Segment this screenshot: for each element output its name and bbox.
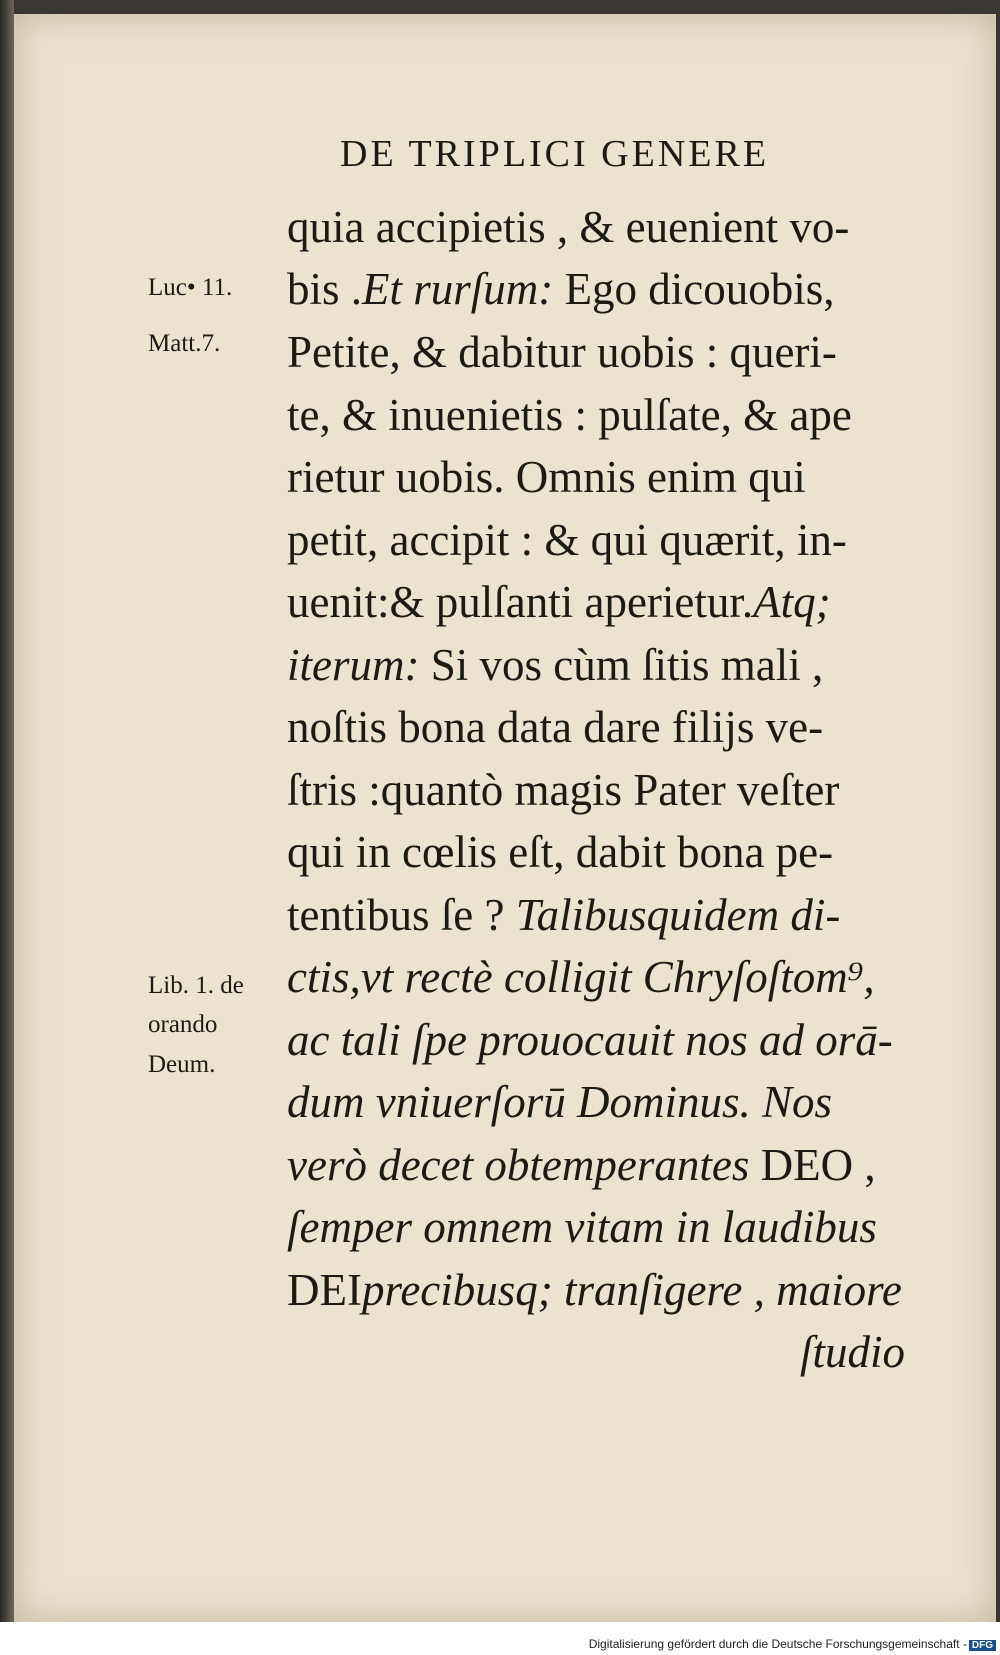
body-line: noſtis bona data dare filijs ve- — [287, 702, 824, 752]
margin-note-lib-line2: orando — [148, 1011, 218, 1038]
margin-note-lib-line3: Deum. — [148, 1051, 216, 1078]
footer-credit: Digitalisierung gefördert durch die Deutsche Forschungsgemeinschaft - DFG — [589, 1637, 996, 1651]
body-line: rietur uobis. Omnis enim qui — [287, 452, 806, 502]
margin-note-matt: Matt.7. — [148, 330, 221, 357]
body-line: iterum: Si vos cùm ſitis mali , — [287, 640, 824, 690]
body-line: quia accipietis , & euenient vo- — [287, 202, 850, 252]
body-line: ac tali ſpe prouocauit nos ad orā- — [287, 1015, 893, 1065]
body-line: DEIprecibusq; tranſigere , maiore — [287, 1265, 902, 1315]
body-line: petit, accipit : & qui quærit, in- — [287, 515, 847, 565]
body-line: uenit:& pulſanti aperietur.Atq; — [287, 577, 831, 627]
catchword: ſtudio — [800, 1327, 906, 1377]
body-line: ſtris :quantò magis Pater veſter — [287, 765, 840, 815]
body-line: Petite, & dabitur uobis : queri- — [287, 327, 837, 377]
body-line: bis .Et rurſum: Ego dicouobis, — [287, 264, 835, 314]
body-line: qui in cœlis eſt, dabit bona pe- — [287, 827, 834, 877]
body-line: te, & inuenietis : pulſate, & ape — [287, 390, 852, 440]
body-line: tentibus ſe ? Talibusquidem di- — [287, 890, 841, 940]
margin-note-lib-line1: Lib. 1. de — [148, 972, 244, 999]
margin-note-luc: Luc• 11. — [148, 274, 233, 301]
book-page — [14, 14, 996, 1622]
body-line: ctis,vt rectè colligit Chryſoſtom⁹, — [287, 952, 875, 1002]
body-line: verò decet obtemperantes DEO , — [287, 1140, 876, 1190]
body-line: dum vniuerſorū Dominus. Nos — [287, 1077, 833, 1127]
book-spine-edge — [0, 0, 14, 1622]
dfg-logo: DFG — [969, 1640, 996, 1651]
body-line: ſemper omnem vitam in laudibus — [287, 1202, 877, 1252]
running-head: DE TRIPLICI GENERE — [340, 133, 770, 175]
